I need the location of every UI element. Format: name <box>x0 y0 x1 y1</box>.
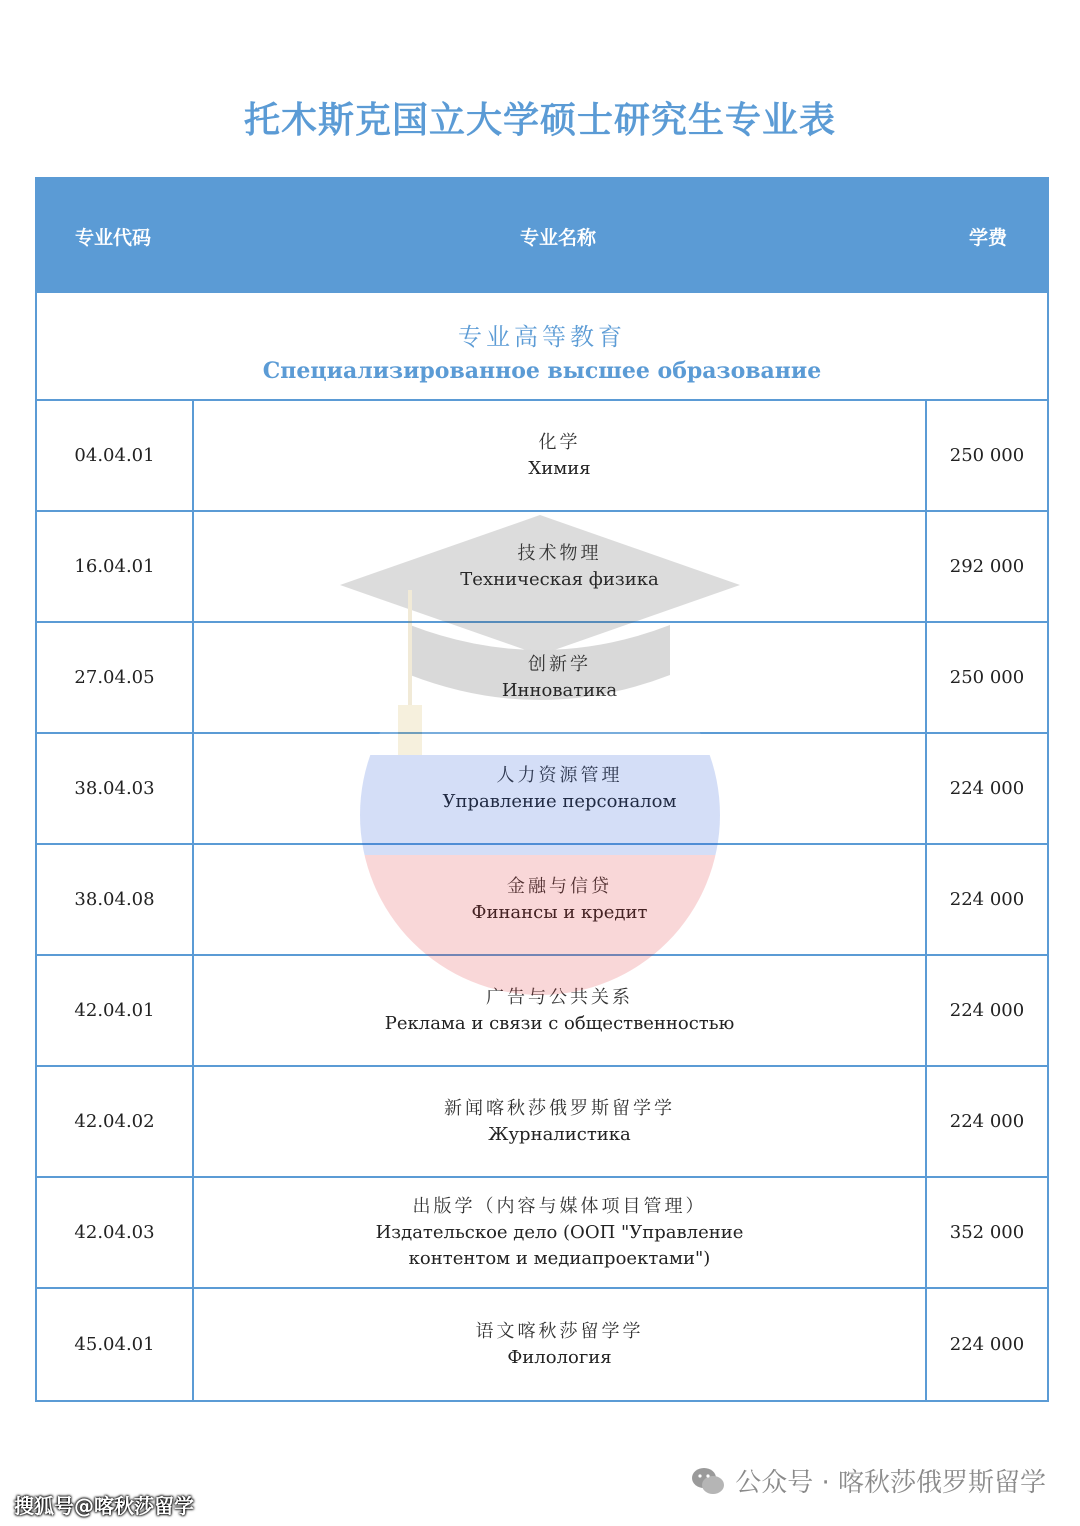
program-name-zh: 出版学（内容与媒体项目管理） <box>412 1195 707 1217</box>
sohu-footer-label: 搜狐号@喀秋莎留学 <box>14 1494 194 1518</box>
program-name-ru: Журналистика <box>488 1123 631 1145</box>
table-row <box>37 845 1047 956</box>
program-name <box>192 1067 927 1176</box>
program-name-zh: 金融与信贷 <box>507 875 612 897</box>
program-code: 27.04.05 <box>74 667 155 688</box>
program-name-zh: 语文喀秋莎留学学 <box>475 1320 644 1342</box>
header-name: 专业名称 <box>520 227 597 249</box>
program-code: 38.04.03 <box>74 778 155 799</box>
program-name-ru: Управление персоналом <box>442 790 677 812</box>
table-row <box>37 1178 1047 1289</box>
programs-table <box>35 177 1049 1402</box>
table-row <box>37 401 1047 512</box>
tuition-fee: 250 000 <box>949 445 1025 466</box>
table-row <box>37 734 1047 845</box>
table-row <box>37 1067 1047 1178</box>
program-name-ru: Филология <box>507 1346 612 1368</box>
program-code: 38.04.08 <box>74 889 155 910</box>
program-name-ru: Инноватика <box>501 679 618 701</box>
program-code: 42.04.02 <box>74 1111 155 1132</box>
header-code: 专业代码 <box>75 227 152 249</box>
program-name <box>192 623 927 732</box>
section-heading <box>37 291 1047 401</box>
table-row <box>37 623 1047 734</box>
wechat-icon <box>691 1466 725 1496</box>
program-name <box>192 734 927 843</box>
program-name-ru: Техническая физика <box>460 568 659 590</box>
program-name <box>192 845 927 954</box>
program-name-ru: Издательское дело (ООП "Управление контентом и медиапроектами") <box>375 1221 744 1269</box>
tuition-fee: 224 000 <box>949 1000 1025 1021</box>
tuition-fee: 224 000 <box>949 1111 1025 1132</box>
wechat-footer <box>691 1462 1046 1499</box>
tuition-fee: 224 000 <box>949 889 1025 910</box>
program-name <box>192 401 927 510</box>
table-row <box>37 1289 1047 1400</box>
tuition-fee: 224 000 <box>949 1334 1025 1355</box>
program-name-ru: Реклама и связи с общественностью <box>384 1012 735 1034</box>
program-name-zh: 创新学 <box>528 653 591 675</box>
program-name-ru: Финансы и кредит <box>471 901 648 923</box>
tuition-fee: 292 000 <box>949 556 1025 577</box>
page-title: 托木斯克国立大学硕士研究生专业表 <box>243 100 836 141</box>
program-name-zh: 技术物理 <box>517 542 602 564</box>
program-name <box>192 1289 927 1400</box>
section-title-ru: Специализированное высшее образование <box>262 358 822 384</box>
program-name-ru: Химия <box>528 457 591 479</box>
program-code: 42.04.03 <box>74 1222 155 1243</box>
program-name-zh: 化学 <box>538 431 581 453</box>
table-row <box>37 956 1047 1067</box>
program-name-zh: 广告与公共关系 <box>486 986 633 1008</box>
program-name <box>192 1178 927 1287</box>
tuition-fee: 224 000 <box>949 778 1025 799</box>
program-code: 16.04.01 <box>74 556 155 577</box>
header-fee: 学费 <box>969 227 1008 249</box>
program-name-zh: 新闻喀秋莎俄罗斯留学学 <box>444 1097 675 1119</box>
wechat-account-label: 公众号 · 喀秋莎俄罗斯留学 <box>735 1468 1046 1498</box>
table-row <box>37 512 1047 623</box>
program-code: 04.04.01 <box>74 445 155 466</box>
program-name <box>192 512 927 621</box>
program-name <box>192 956 927 1065</box>
tuition-fee: 250 000 <box>949 667 1025 688</box>
section-title-zh: 专业高等教育 <box>458 323 626 351</box>
program-code: 45.04.01 <box>74 1334 155 1355</box>
table-header <box>37 179 1047 291</box>
program-code: 42.04.01 <box>74 1000 155 1021</box>
tuition-fee: 352 000 <box>949 1222 1025 1243</box>
program-name-zh: 人力资源管理 <box>496 764 623 786</box>
